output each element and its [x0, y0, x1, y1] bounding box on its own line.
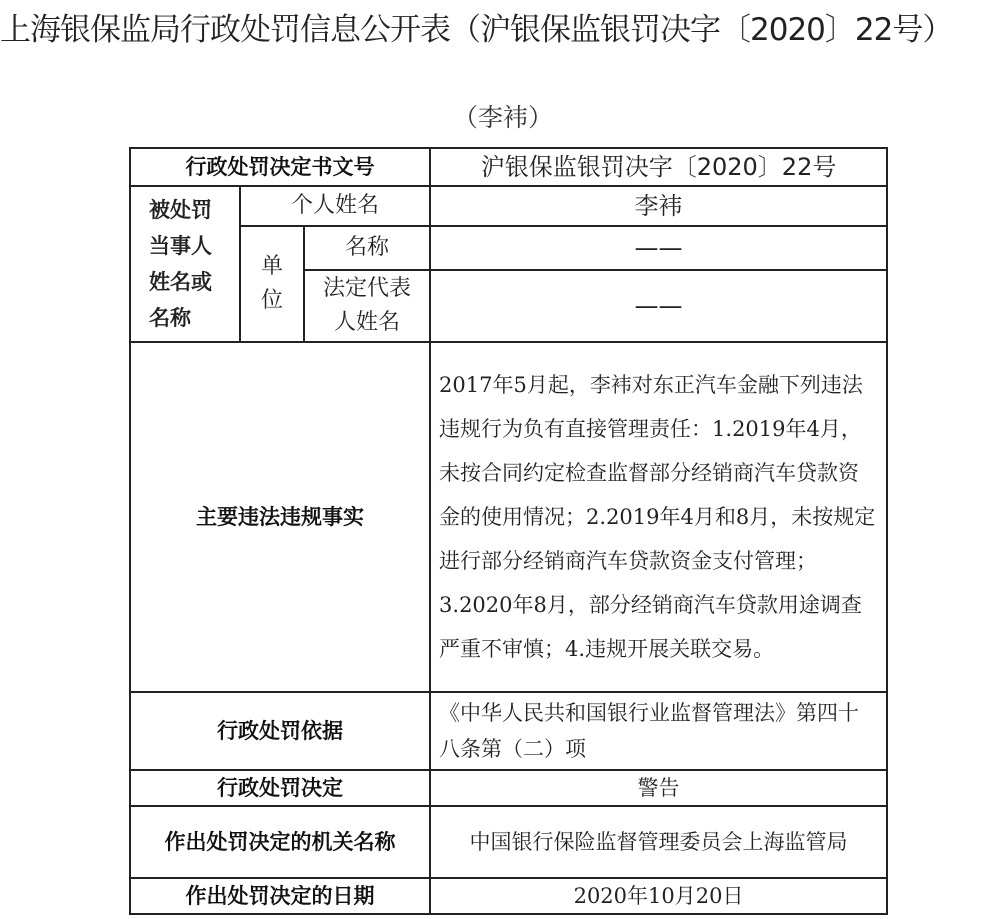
basis-label: 行政处罚依据 — [130, 692, 430, 770]
legal-rep-label-line: 人姓名 — [334, 310, 401, 335]
page-subtitle: （李袆） — [452, 103, 553, 132]
basis-value: 《中华人民共和国银行业监督管理法》第四十八条第（二）项 — [430, 692, 887, 770]
table-row-facts — [130, 342, 887, 692]
table-row-date — [130, 878, 887, 914]
decision-no-label: 行政处罚决定书文号 — [130, 148, 430, 186]
authority-value: 中国银行保险监督管理委员会上海监管局 — [430, 806, 887, 878]
facts-value: 2017年5月起，李袆对东正汽车金融下列违法违规行为负有直接管理责任：1.2019年4月，未按合同约定检查监督部分经销商汽车贷款资金的使用情况；2.2019年4月和8月，未按规定进行部分经销商汽车贷款资金支付管理；3.2020年8月，部分经销商汽车贷款用途调查严重不审慎；4.违规开展关联交易。 — [430, 342, 887, 692]
page-title: 上海银保监局行政处罚信息公开表（沪银保监银罚决字〔2020〕22号） — [0, 12, 953, 48]
party-label-line: 名称 — [149, 306, 191, 330]
unit-name-label: 名称 — [304, 226, 430, 270]
date-label: 作出处罚决定的日期 — [130, 878, 430, 914]
table-row-authority — [130, 806, 887, 878]
authority-label: 作出处罚决定的机关名称 — [130, 806, 430, 878]
decision-no-value: 沪银保监银罚决字〔2020〕22号 — [430, 148, 887, 186]
individual-name-value: 李袆 — [430, 186, 887, 226]
individual-name-label: 个人姓名 — [240, 186, 430, 226]
table-row-basis — [130, 692, 887, 770]
party-label — [130, 186, 240, 342]
table-row-unit-name — [130, 226, 887, 270]
decision-label: 行政处罚决定 — [130, 770, 430, 806]
party-label-line: 姓名或 — [149, 270, 212, 294]
facts-label: 主要违法违规事实 — [130, 342, 430, 692]
unit-label-line: 位 — [260, 288, 283, 313]
unit-name-value: —— — [430, 226, 887, 270]
decision-value: 警告 — [430, 770, 887, 806]
date-value: 2020年10月20日 — [430, 878, 887, 914]
party-label-line: 被处罚 — [149, 198, 212, 222]
table-row-decision-no — [130, 148, 887, 186]
legal-rep-value: —— — [430, 270, 887, 342]
penalty-info-table — [129, 147, 888, 915]
legal-rep-label — [304, 270, 430, 342]
legal-rep-label-line: 法定代表 — [323, 276, 412, 301]
party-label-line: 当事人 — [149, 234, 212, 258]
table-row-decision — [130, 770, 887, 806]
table-row-individual-name — [130, 186, 887, 226]
unit-label — [240, 226, 304, 342]
unit-label-line: 单 — [260, 254, 283, 279]
